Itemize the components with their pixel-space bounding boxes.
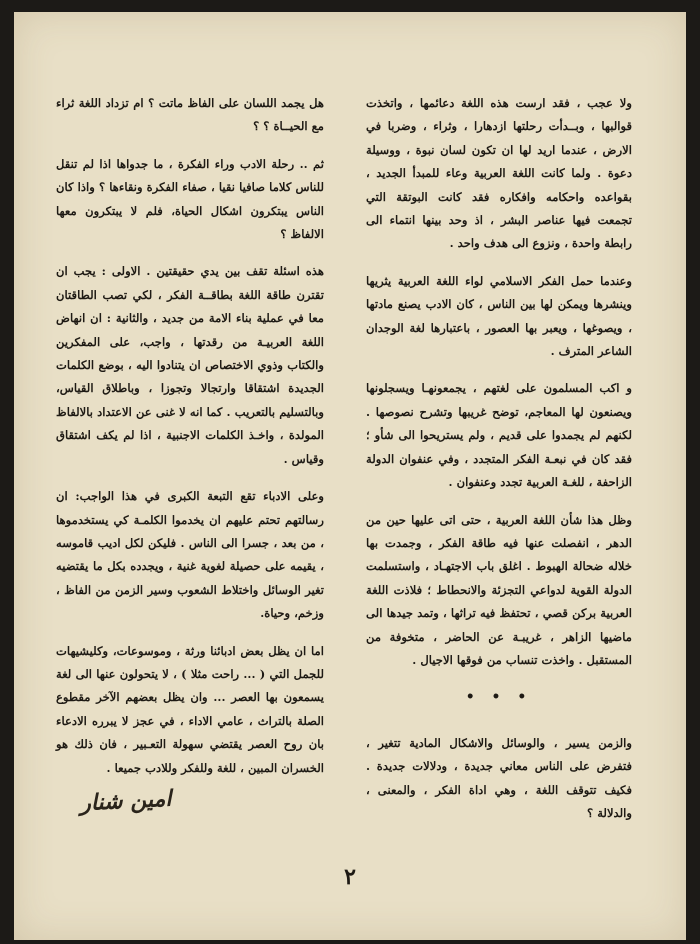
left-paragraph-2: ثم .. رحلة الادب وراء الفكرة ، ما جدواها اذا لم تنقل للناس كلاما صافيا نقيا ، صفاء الفكرة ونقاءها ؟ واذا كان الناس يبتكرون اشكال الحياة، فلم لا يبتكرون معها الالفاظ ؟ (56, 156, 324, 242)
right-paragraph-4: وظل هذا شأن اللغة العربية ، حتى اتى عليها حين من الدهر ، انفصلت عنها فيه طاقة الفكر ، وجمدت بها خلاله ضحالة الهبوط . اغلق باب الاجتهـاد ، واستسلمت الدولة القوية لدواعي التجزئة والانحطاط ؛ فلاذت اللغة العربية بركن قصي ، تحتفظ فيه تراثها ، وتمد جيدها الى ماضيها الزاهر ، غريبـة عن الحاضر ، متخوفة من المستقبل . واخذت تنساب من فوقها الاجيال . (366, 512, 632, 667)
left-column (56, 92, 324, 794)
left-paragraph-3: هذه اسئلة تقف بين يدي حقيقتين . الاولى : يجب ان تقترن طاقة اللغة بطاقــة الفكر ، لكي تصب الطاقتان معا في عملية بناء الامة من جديد ، والثانية : ان انهاض اللغة العربيـة من رقدتها ، واجب، على المفكرين والكتاب وذوي الاختصاص ان يتنادوا اليه ، بوضع الكلمات الجديدة اشتقاقا وارتجالا وتجوزا ، وباطلاق القياس، وبالتسليم بالتعريب . كما انه لا غنى عن الاعتداد بالالفاظ المولدة ، واخـذ الكلمات الاجنبية ، اذا لم يكف اشتقاق وقياس . (56, 264, 324, 466)
right-paragraph-3: و اكب المسلمون على لغتهم ، يجمعونهـا ويسجلونها ويصنعون لها المعاجم، توضح غريبها وتشرح نصوصها . لكنهم لم يجمدوا على قديم ، ولم يستريحوا الى شأو ؛ فقد كان في نبعـة الفكر المتجدد ، وفي عنفوان الدولة الزاحفة ، للغـة العربية تجدد وعنفوان . (366, 381, 632, 490)
right-closing-paragraph: والزمن يسير ، والوسائل والاشكال المادية تتغير ، فتفرض على الناس معاني جديدة ، ودلالات جديدة . فكيف تتوقف اللغة ، وهي اداة الفكر ، والمعنى ، والدلالة ؟ (366, 735, 632, 820)
left-paragraph-1: هل يجمد اللسان على الفاظ ماتت ؟ ام تزداد اللغة ثراء مع الحيــاة ؟ ؟ (56, 96, 324, 134)
left-paragraph-4: وعلى الادباء تقع التبعة الكبرى في هذا الواجب: ان رسالتهم تحتم عليهم ان يخدموا الكلمـة كي يستخدموها ، من بعد ، جسرا الى الناس . فليكن لكل اديب قاموسه ، يقيمه على حصيلة لغوية غنية ، ويجدده بكل ما يقتضيه تغير الوسائل واختلاط الشعوب وسير الزمن من الفاظ ، وزخم، وحياة. (56, 489, 324, 621)
left-paragraph-5: اما ان يظل بعض ادبائنا ورثة ، وموسوعات، وكليشيهات للجمل التي ( ... راحت مثلا ) ، لا يتحولون عنها الى لغة يسمعون بها العصر ... وان يظل بعضهم الآخر مقطوع الصلة بالتراث ، عامي الاداء ، في عجز لا يبرره الادعاء بان روح العصر يقتضي سهولة التعـبير ، فان ذلك هو الخسران المبين ، للغة وللفكر وللادب جميعا . (56, 643, 324, 775)
right-paragraph-1: ولا عجب ، فقد ارست هذه اللغة دعائمها ، واتخذت قوالبها ، وبــدأت رحلتها ازدهارا ، وثراء ، وضربا في الارض ، عندما اريد لها ان تكون لسان نبوة ، ووسيلة دعوة . ولما كانت اللغة العربية وعاء للمبدأ الجديد ، بقواعده واحكامه وافكاره فقد كانت البوتقة التي تجمعت فيها عناصر البشر ، اذ وحد بينها انتماء الى رابطة واحدة ، ونزوع الى هدف واحد . (366, 96, 632, 251)
right-paragraph-2: وعندما حمل الفكر الاسلامي لواء اللغة العربية يثريها وينشرها ويمكن لها بين الناس ، كان الادب يصنع مادتها ، ويصوغها ، ويعبر بها العصور ، باعتبارها لغة الوجدان الشاعر المترف . (366, 273, 632, 359)
page-number: ٢ (344, 864, 356, 890)
right-column (366, 92, 632, 839)
magazine-page (14, 12, 686, 940)
section-divider: • • • (465, 689, 533, 706)
author-signature: امين شنار (79, 785, 173, 817)
